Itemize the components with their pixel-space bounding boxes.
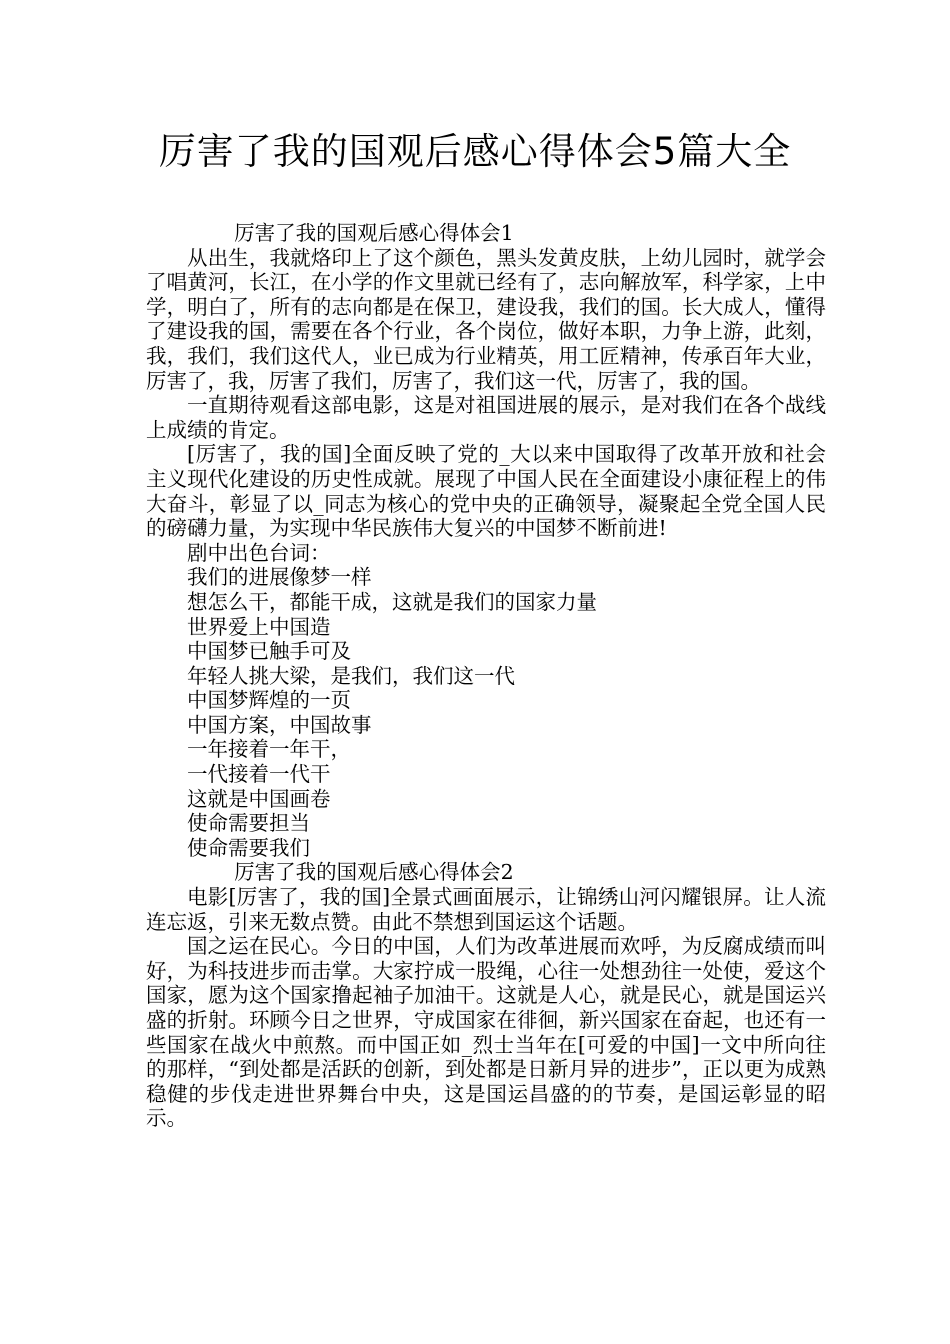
- quote-line: 中国方案，中国故事: [187, 712, 372, 737]
- quote-line: 中国梦辉煌的一页: [187, 688, 351, 713]
- paragraph-5: 国之运在民心。今日的中国，人们为改革进展而欢呼，为反腐成绩而叫好，为科技进步而击掌。大家拧成一股绳，心往一处想劲往一处使，爱这个国家，愿为这个国家撸起袖子加油干。这就是人心，就是民心，就是国运兴盛的折射。环顾今日之世界，守成国家在徘徊，新兴国家在奋起，也还有一些国家在战火中煎熬。而中国正如_烈士当年在[可爱的中国]一文中所向往的那样，“到处都是活跃的创新，到处都是日新月异的进步”，正以更为成熟稳健的步伐走进世界舞台中央，这是国运昌盛的的节奏，是国运彰显的昭示。: [146, 934, 826, 1131]
- quote-line: 中国梦已触手可及: [187, 639, 351, 664]
- document-body: [146, 221, 826, 1131]
- paragraph-2: 一直期待观看这部电影，这是对祖国进展的展示，是对我们在各个战线上成绩的肯定。: [146, 393, 826, 442]
- quote-line: 使命需要担当: [187, 811, 310, 836]
- section-heading-2: 厉害了我的国观后感心得体会2: [234, 860, 514, 885]
- quotes-intro: 剧中出色台词：: [187, 540, 331, 565]
- document-title: 厉害了我的国观后感心得体会5篇大全: [158, 130, 792, 173]
- quote-line: 我们的进展像梦一样: [187, 565, 372, 590]
- quote-line: 使命需要我们: [187, 835, 310, 860]
- section-heading-1: 厉害了我的国观后感心得体会1: [234, 221, 514, 245]
- paragraph-3: [厉害了，我的国]全面反映了党的_大以来中国取得了改革开放和社会主义现代化建设的历史性成就。展现了中国人民在全面建设小康征程上的伟大奋斗，彰显了以_同志为核心的党中央的正确领导，凝聚起全党全国人民的磅礴力量，为实现中华民族伟大复兴的中国梦不断前进!: [146, 442, 826, 541]
- quote-line: 这就是中国画卷: [187, 786, 331, 811]
- quote-line: 世界爱上中国造: [187, 614, 331, 639]
- quote-line: 一代接着一代干: [187, 762, 331, 787]
- quote-line: 年轻人挑大梁，是我们，我们这一代: [187, 663, 515, 688]
- quote-line: 想怎么干，都能干成，这就是我们的国家力量: [187, 589, 597, 614]
- paragraph-1: 从出生，我就烙印上了这个颜色，黑头发黄皮肤，上幼儿园时，就学会了唱黄河，长江，在小学的作文里就已经有了，志向解放军，科学家，上中学，明白了，所有的志向都是在保卫，建设我，我们的国。长大成人，懂得了建设我的国，需要在各个行业，各个岗位，做好本职，力争上游，此刻，我，我们，我们这代人，业已成为行业精英，用工匠精神，传承百年大业，厉害了，我，厉害了我们，厉害了，我们这一代，厉害了，我的国。: [146, 245, 826, 393]
- paragraph-4: 电影[厉害了，我的国]全景式画面展示，让锦绣山河闪耀银屏。让人流连忘返，引来无数点赞。由此不禁想到国运这个话题。: [146, 885, 826, 934]
- quote-line: 一年接着一年干，: [187, 737, 351, 762]
